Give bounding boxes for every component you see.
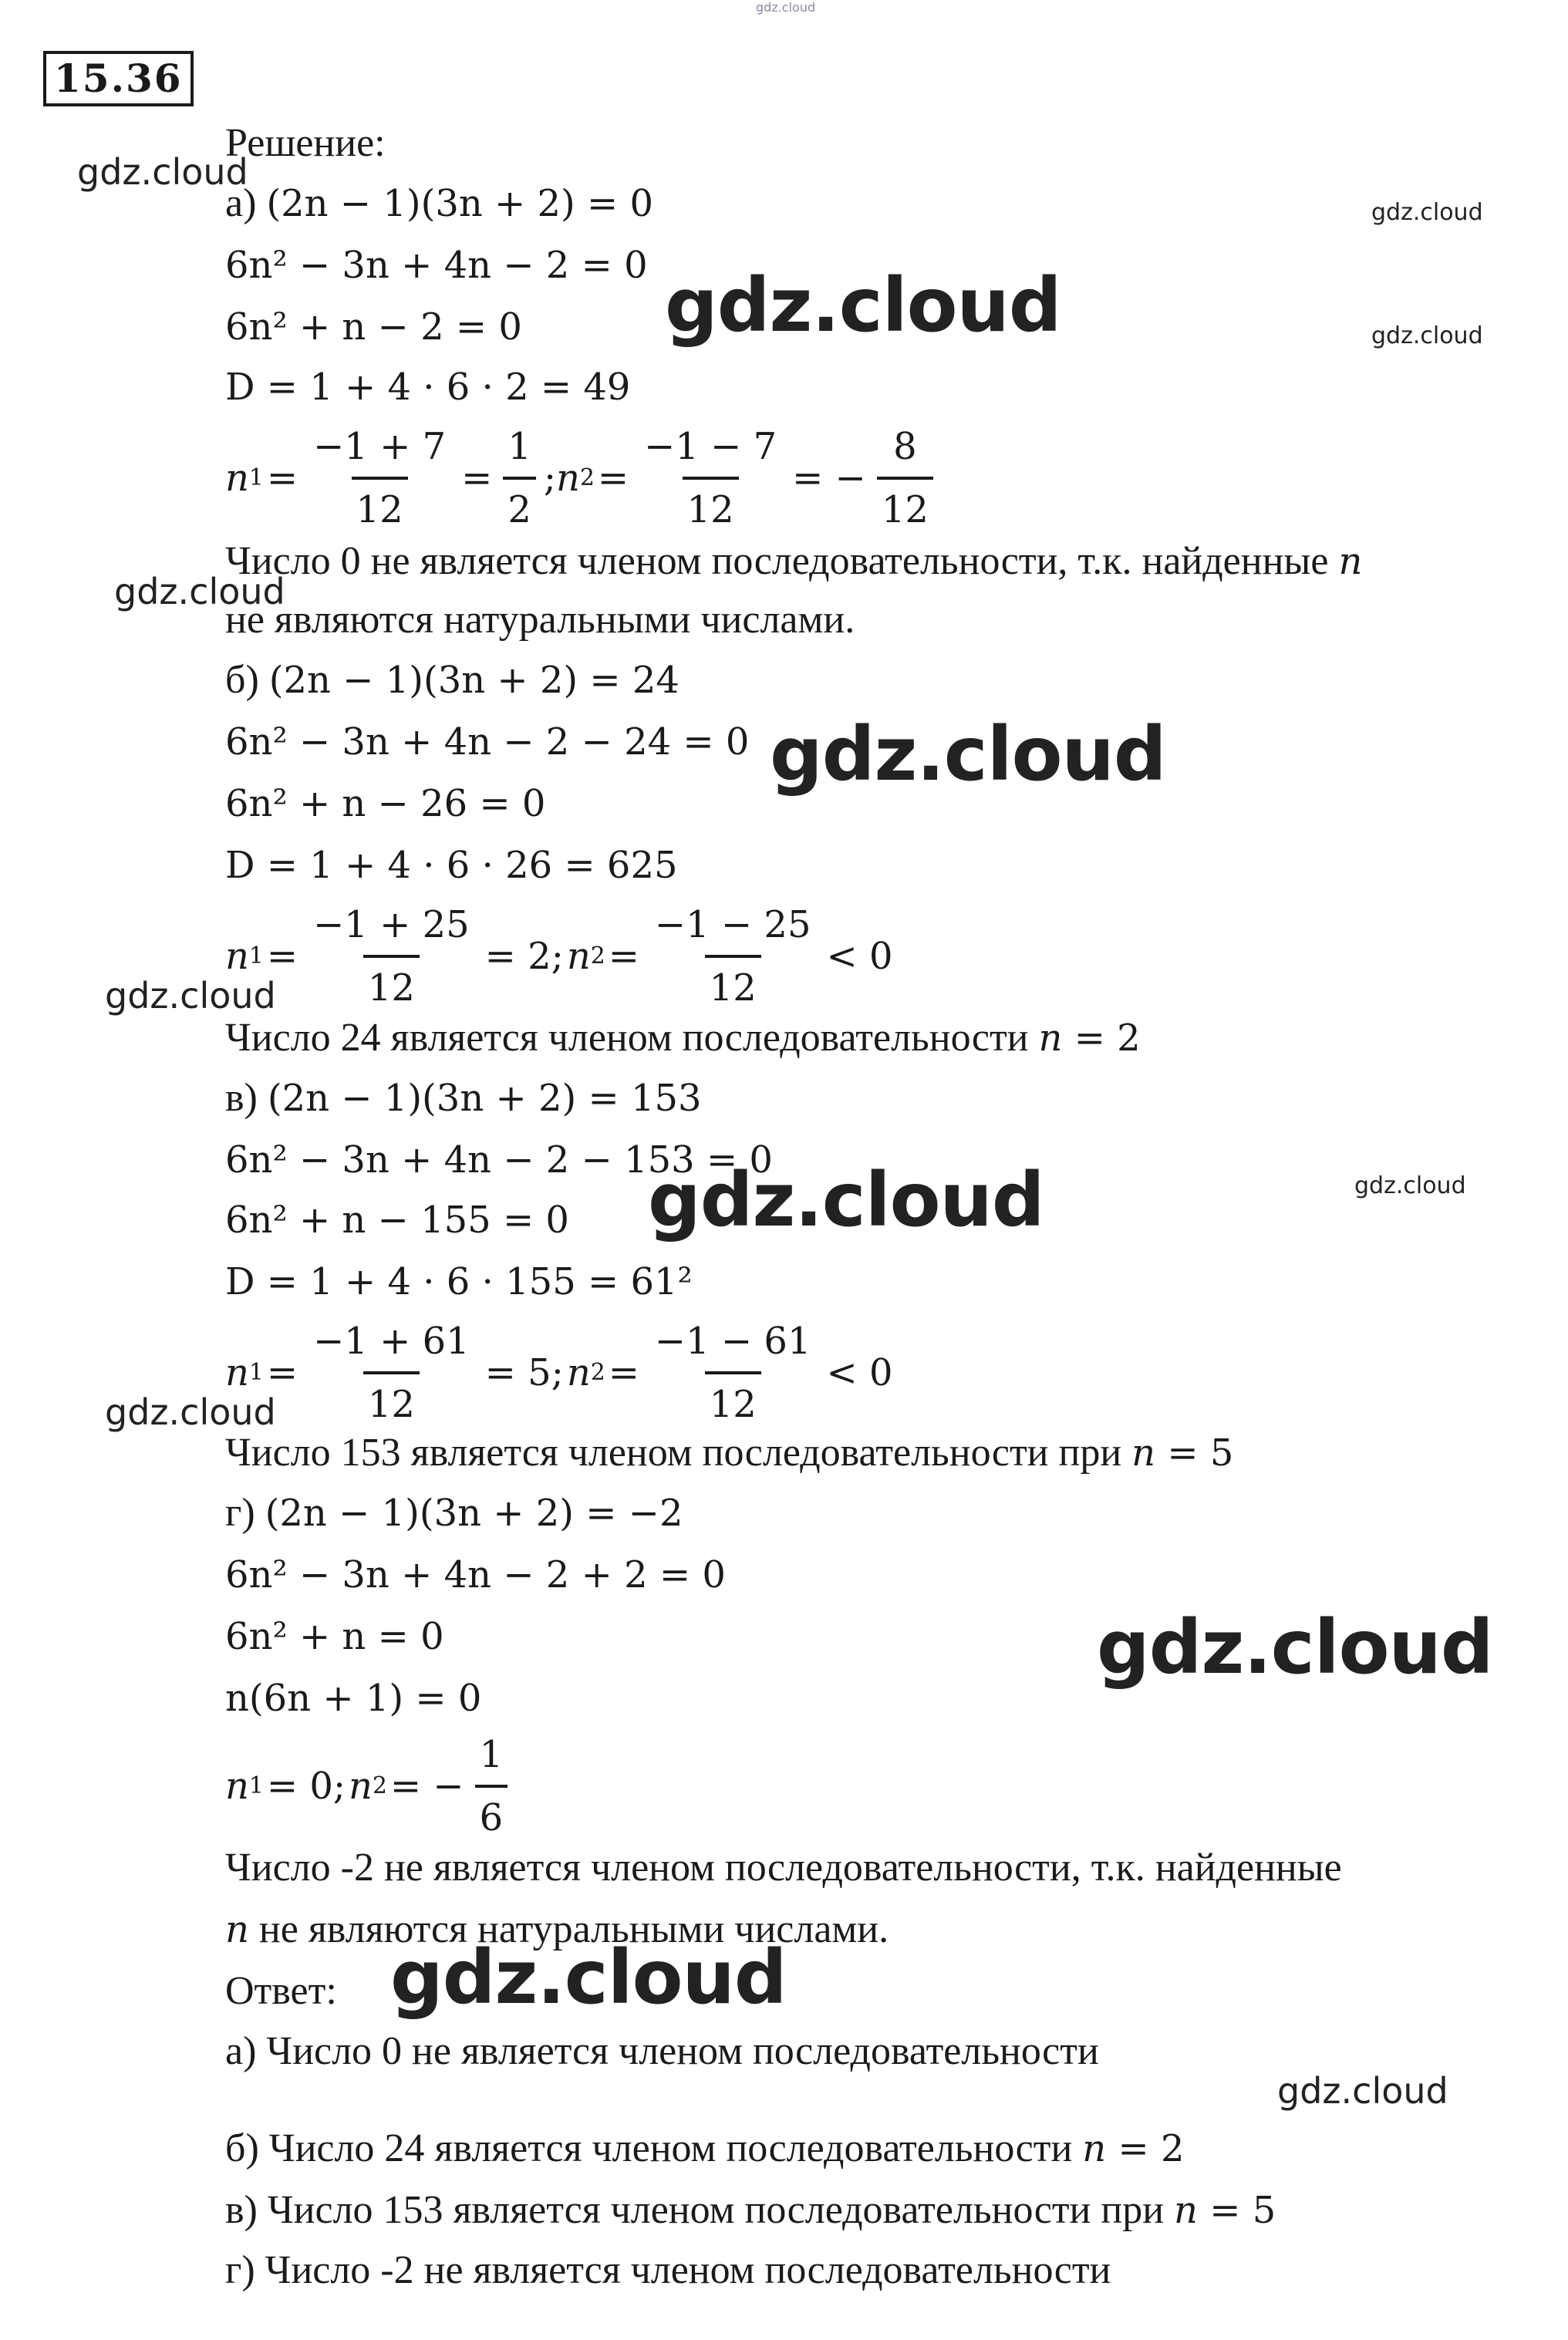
answer-label: Ответ: bbox=[225, 1969, 337, 2013]
part-a-roots: n 1 = $\frac{-1 + 7}{12}$ = $\frac{1}{2}$ ; n 2 = $\frac{-1 - 7}{12}$ = − $\frac{8}{12}$ bbox=[225, 416, 941, 540]
fraction: $\frac{-1 + 61}{12}$ bbox=[309, 1314, 474, 1431]
part-b-roots: n 1 = $\frac{-1 + 25}{12}$ = 2; n 2 = $\frac{-1 - 25}{12}$ < 0 bbox=[225, 895, 896, 1018]
part-b-label: б) bbox=[225, 658, 259, 702]
part-d-conclusion: Число -2 не является членом последовательности, т.к. найденные bbox=[225, 1846, 1342, 1890]
watermark: gdz.cloud bbox=[114, 571, 285, 612]
watermark: gdz.cloud bbox=[105, 975, 276, 1017]
answer-c: в) Число 153 является членом последовательности при n = 5 bbox=[225, 2188, 1276, 2232]
watermark: gdz.cloud bbox=[77, 151, 248, 193]
fraction: $\frac{-1 - 25}{12}$ bbox=[650, 898, 816, 1015]
part-d-eq2: 6n² − 3n + 4n − 2 + 2 = 0 bbox=[225, 1553, 726, 1597]
part-a-conclusion: Число 0 не является членом последовательности, т.к. найденные n bbox=[225, 539, 1363, 583]
part-a-eq2: 6n² − 3n + 4n − 2 = 0 bbox=[225, 244, 648, 287]
part-c-conclusion: Число 153 является членом последовательности при n = 5 bbox=[225, 1431, 1234, 1475]
watermark: gdz.cloud bbox=[105, 1391, 276, 1433]
part-b-eq3: 6n² + n − 26 = 0 bbox=[225, 782, 546, 825]
part-c-eq2: 6n² − 3n + 4n − 2 − 153 = 0 bbox=[225, 1138, 773, 1182]
part-a-eq1 bbox=[225, 179, 653, 228]
watermark-large: gdz.cloud bbox=[1097, 1604, 1493, 1691]
equation: (2n − 1)(3n + 2) = 153 bbox=[267, 1077, 702, 1120]
part-a-label: а) bbox=[225, 181, 257, 225]
part-b-discriminant: D = 1 + 4 · 6 · 26 = 625 bbox=[225, 844, 678, 887]
fraction: $\frac{-1 + 7}{12}$ bbox=[309, 420, 450, 537]
fraction: $\frac{8}{12}$ bbox=[877, 420, 933, 537]
equation: (2n − 1)(3n + 2) = 0 bbox=[266, 182, 654, 225]
answer-b: б) Число 24 является членом последовательности n = 2 bbox=[225, 2126, 1185, 2170]
fraction: $\frac{-1 - 61}{12}$ bbox=[650, 1314, 816, 1431]
answer-d: г) Число -2 не является членом последовательности bbox=[225, 2248, 1111, 2292]
watermark: gdz.cloud bbox=[1371, 199, 1483, 226]
part-d-eq1 bbox=[225, 1489, 683, 1538]
watermark-large: gdz.cloud bbox=[390, 1934, 787, 2021]
solution-label: Решение: bbox=[225, 121, 386, 165]
watermark: gdz.cloud bbox=[1277, 2070, 1448, 2112]
fraction: $\frac{-1 + 25}{12}$ bbox=[309, 898, 474, 1015]
watermark: gdz.cloud bbox=[1354, 1172, 1466, 1199]
equation: (2n − 1)(3n + 2) = 24 bbox=[268, 659, 679, 702]
watermark: gdz.cloud bbox=[1371, 322, 1483, 349]
part-a-eq3: 6n² + n − 2 = 0 bbox=[225, 305, 522, 349]
part-c-eq3: 6n² + n − 155 = 0 bbox=[225, 1199, 569, 1242]
part-c-roots: n 1 = $\frac{-1 + 61}{12}$ = 5; n 2 = $\frac{-1 - 61}{12}$ < 0 bbox=[225, 1311, 896, 1435]
part-c-discriminant: D = 1 + 4 · 6 · 155 = 61² bbox=[225, 1260, 693, 1303]
part-d-conclusion-cont: n не являются натуральными числами. bbox=[225, 1907, 889, 1951]
fraction: $\frac{1}{6}$ bbox=[475, 1728, 508, 1845]
part-b-conclusion: Число 24 является членом последовательности n = 2 bbox=[225, 1016, 1141, 1060]
part-c-label: в) bbox=[225, 1076, 258, 1120]
part-d-label: г) bbox=[225, 1491, 255, 1535]
part-a-conclusion-cont: не являются натуральными числами. bbox=[225, 598, 855, 642]
problem-number: 15.36 bbox=[43, 51, 194, 106]
equation: (2n − 1)(3n + 2) = −2 bbox=[265, 1492, 683, 1535]
fraction: $\frac{1}{2}$ bbox=[503, 420, 536, 537]
watermark-large: gdz.cloud bbox=[665, 262, 1061, 349]
part-d-roots: n 1 = 0; n 2 = − $\frac{1}{6}$ bbox=[225, 1725, 515, 1848]
part-b-eq1 bbox=[225, 656, 679, 705]
part-b-eq2: 6n² − 3n + 4n − 2 − 24 = 0 bbox=[225, 720, 750, 764]
part-c-eq1 bbox=[225, 1074, 702, 1123]
watermark-large: gdz.cloud bbox=[648, 1157, 1044, 1243]
part-a-discriminant: D = 1 + 4 · 6 · 2 = 49 bbox=[225, 366, 631, 409]
watermark-top: gdz.cloud bbox=[756, 0, 816, 15]
answer-a: а) Число 0 не является членом последовательности bbox=[225, 2029, 1099, 2073]
part-d-eq3: 6n² + n = 0 bbox=[225, 1615, 444, 1658]
fraction: $\frac{-1 - 7}{12}$ bbox=[639, 420, 781, 537]
watermark-large: gdz.cloud bbox=[770, 711, 1166, 797]
part-d-eq4: n(6n + 1) = 0 bbox=[225, 1677, 482, 1720]
